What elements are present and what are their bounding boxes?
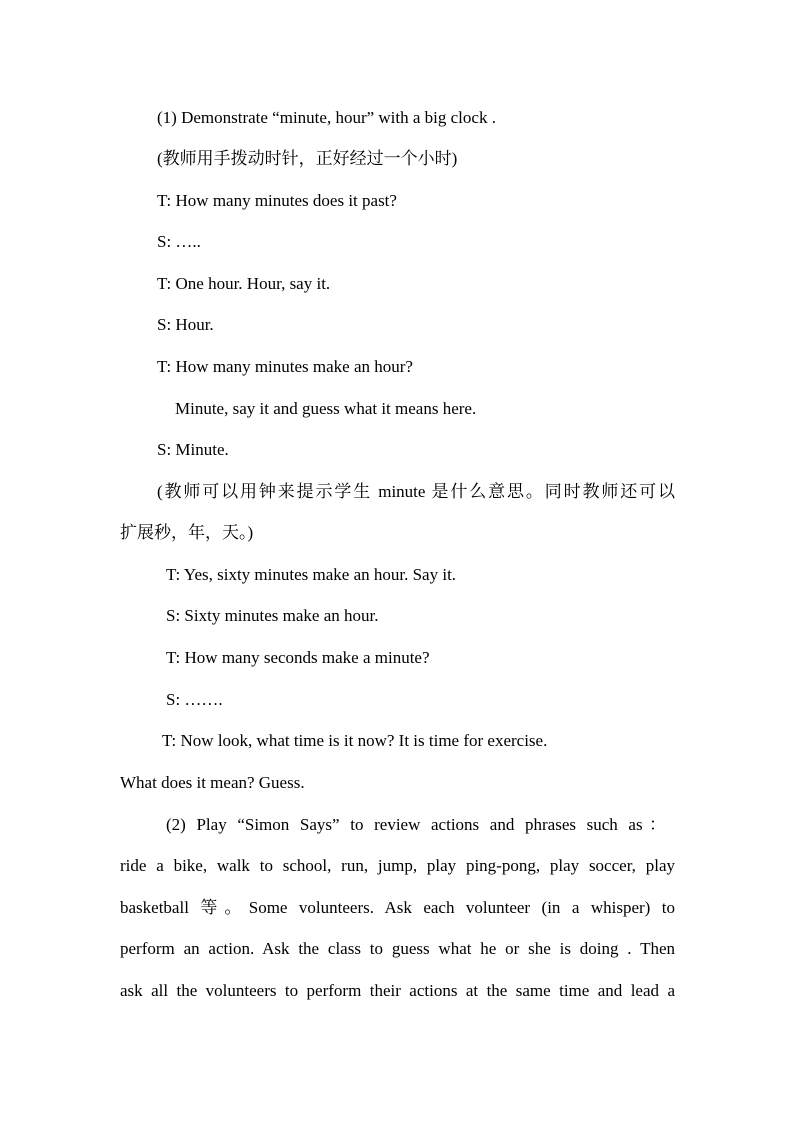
text-line: T: How many minutes does it past? — [157, 191, 397, 210]
text-line: (教师用手拨动时针，正好经过一个小时) — [157, 149, 458, 168]
text-line: (2) Play “Simon Says” to review actions and phrases such as： — [166, 815, 666, 834]
text-line: ask all the volunteers to perform their actions at the same time and lead a — [120, 981, 675, 1000]
text-line: T: One hour. Hour, say it. — [157, 274, 331, 293]
text-line: perform an action. Ask the class to guess what he or she is doing . Then — [120, 939, 675, 958]
text-line: S: Hour. — [157, 315, 214, 334]
text-line: basketball 等。Some volunteers. Ask each volunteer (in a whisper) to — [120, 898, 675, 917]
text-line: T: How many seconds make a minute? — [166, 648, 430, 667]
text-line: Minute, say it and guess what it means here. — [175, 399, 477, 418]
text-line: (1) Demonstrate “minute, hour” with a big clock . — [157, 108, 496, 127]
text-line: 扩展秒，年，天。) — [120, 523, 254, 542]
text-line: T: Yes, sixty minutes make an hour. Say it. — [166, 565, 457, 584]
text-line: ride a bike, walk to school, run, jump, play ping-pong, play soccer, play — [120, 856, 675, 875]
text-line: T: How many minutes make an hour? — [157, 357, 413, 376]
text-line: S: ….. — [157, 232, 201, 251]
text-line: S: Minute. — [157, 440, 229, 459]
text-line: What does it mean? Guess. — [120, 773, 305, 792]
text-line: (教师可以用钟来提示学生 minute 是什么意思。同时教师还可以 — [157, 482, 675, 501]
text-line: T: Now look, what time is it now? It is time for exercise. — [162, 731, 548, 750]
text-line: S: ……. — [166, 690, 223, 709]
text-line: S: Sixty minutes make an hour. — [166, 606, 379, 625]
